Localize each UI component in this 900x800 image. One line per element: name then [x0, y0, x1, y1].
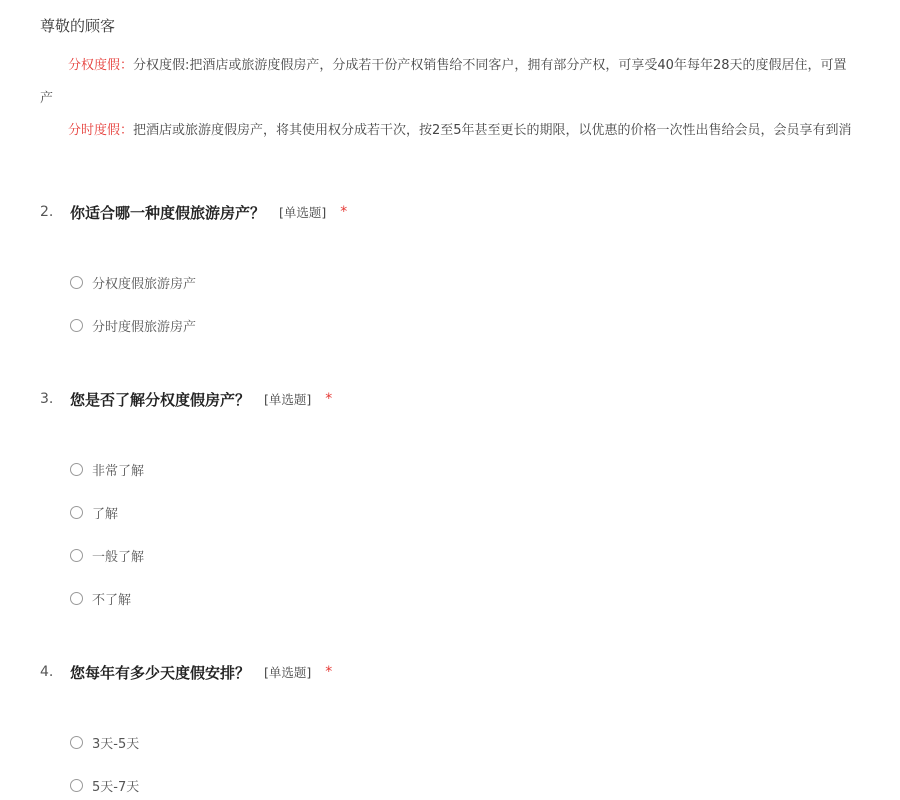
- required-mark: *: [325, 664, 333, 680]
- timeshare-right-term: 分权度假：: [68, 58, 134, 73]
- question-3-header: [40, 386, 332, 412]
- question-2-option-1[interactable]: [70, 271, 196, 293]
- question-title: 您是否了解分权度假房产？: [70, 390, 251, 409]
- option-label: 5天-7天: [92, 779, 140, 795]
- question-3-option-1[interactable]: [70, 458, 144, 480]
- question-title: 你适合哪一种度假旅游房产？: [70, 203, 266, 222]
- radio-button[interactable]: [70, 592, 83, 605]
- option-label: 分权度假旅游房产: [92, 276, 197, 292]
- radio-button[interactable]: [70, 463, 83, 476]
- question-number: 2.: [40, 204, 54, 220]
- radio-button[interactable]: [70, 779, 83, 792]
- question-2-header: [40, 199, 347, 225]
- timeshare-right-definition-continued: 产: [40, 91, 54, 106]
- question-4-option-2[interactable]: [70, 774, 139, 796]
- timeshare-time-definition: [68, 120, 900, 142]
- option-label: 一般了解: [92, 549, 145, 565]
- radio-button[interactable]: [70, 549, 83, 562]
- greeting-text: 尊敬的顾客: [40, 17, 116, 35]
- question-4-option-1[interactable]: [70, 731, 139, 753]
- question-title: 您每年有多少天度假安排？: [70, 663, 251, 682]
- question-2-option-2[interactable]: [70, 314, 196, 336]
- required-mark: *: [325, 391, 333, 407]
- question-type-label: [单选题]: [264, 392, 312, 407]
- radio-button[interactable]: [70, 506, 83, 519]
- option-label: 不了解: [92, 592, 132, 608]
- radio-button[interactable]: [70, 276, 83, 289]
- question-3-option-4[interactable]: [70, 587, 131, 609]
- required-mark: *: [340, 204, 348, 220]
- timeshare-time-text: 把酒店或旅游度假房产，将其使用权分成若干次，按2至5年甚至更长的期限，以优惠的价格一次性出售给会员，会员享有到消: [133, 123, 852, 138]
- question-4-header: [40, 659, 332, 685]
- radio-button[interactable]: [70, 736, 83, 749]
- timeshare-time-term: 分时度假：: [68, 123, 134, 138]
- option-label: 3天-5天: [92, 736, 140, 752]
- question-3-option-3[interactable]: [70, 544, 144, 566]
- option-label: 非常了解: [92, 463, 145, 479]
- radio-button[interactable]: [70, 319, 83, 332]
- option-label: 分时度假旅游房产: [92, 319, 197, 335]
- question-number: 3.: [40, 391, 54, 407]
- question-number: 4.: [40, 664, 54, 680]
- option-label: 了解: [92, 506, 119, 522]
- question-3-option-2[interactable]: [70, 501, 118, 523]
- question-type-label: [单选题]: [264, 665, 312, 680]
- timeshare-right-text: 分权度假:把酒店或旅游度假房产，分成若干份产权销售给不同客户，拥有部分产权，可享受40年每年28天的度假居住，可置: [133, 58, 847, 73]
- timeshare-right-definition: [68, 55, 900, 77]
- question-type-label: [单选题]: [279, 205, 327, 220]
